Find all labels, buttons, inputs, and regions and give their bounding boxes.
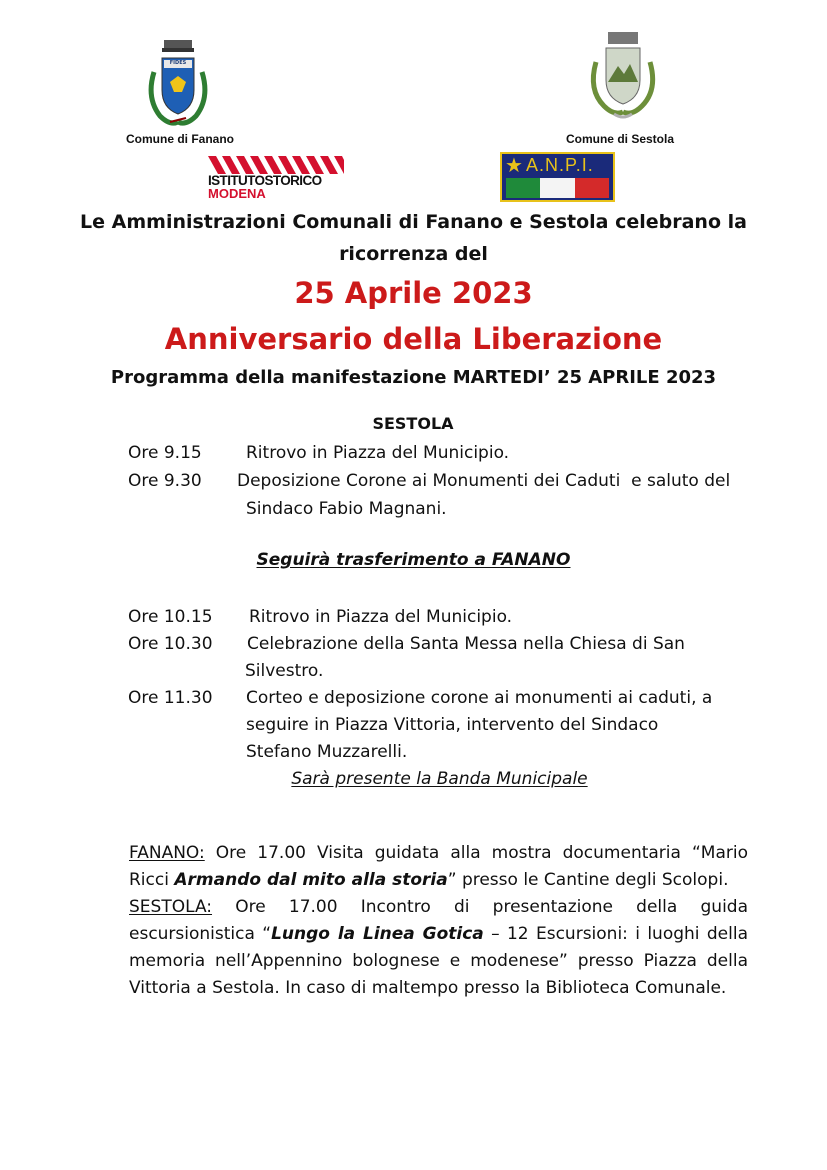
programme-heading: Programma della manifestazione MARTEDI’ 25 APRILE 2023 (110, 367, 717, 388)
schedule-desc: Stefano Muzzarelli. (246, 742, 408, 762)
schedule-time: Ore 9.15 (128, 443, 202, 463)
schedule-desc: Ritrovo in Piazza del Municipio. (246, 443, 510, 463)
fanano-event (129, 840, 748, 894)
schedule-desc: Sindaco Fabio Magnani. (246, 499, 447, 519)
istituto-line2: MODENA (208, 186, 266, 201)
star-icon: ★ (505, 153, 523, 177)
fanano-event-title: Armando dal mito alla storia (174, 870, 448, 890)
schedule-time: Ore 10.30 (128, 634, 213, 654)
istituto-line1: ISTITUTOSTORICO (208, 173, 322, 188)
title-date: 25 Aprile 2023 (294, 276, 533, 310)
sestola-crest-logo (584, 30, 662, 120)
schedule-desc: Deposizione Corone ai Monumenti dei Caduti e saluto del (237, 471, 731, 491)
schedule-desc: Silvestro. (245, 661, 324, 681)
sestola-caption: Comune di Sestola (565, 132, 675, 146)
sestola-heading: SESTOLA (372, 414, 454, 433)
fanano-crest-logo (140, 38, 216, 130)
band-note (26, 766, 827, 793)
fanano-crest-text: FIDES (169, 60, 187, 66)
schedule-desc: Celebrazione della Santa Messa nella Chiesa di San (247, 634, 685, 654)
anpi-text: A.N.P.I. (526, 155, 594, 175)
schedule-desc: Ritrovo in Piazza del Municipio. (249, 607, 513, 627)
intro-line-1: Le Amministrazioni Comunali di Fanano e Sestola celebrano la (80, 211, 747, 233)
transfer-note (0, 550, 827, 570)
sestola-event-title: Lungo la Linea Gotica (271, 924, 484, 944)
schedule-desc: seguire in Piazza Vittoria, intervento del Sindaco (246, 715, 659, 735)
anpi-flag (506, 178, 609, 198)
title-event: Anniversario della Liberazione (164, 322, 663, 356)
afternoon-events (129, 840, 748, 1002)
sestola-event-text: Ore 17.00 Incontro di presentazione della guida escursionistica “ (129, 897, 748, 944)
fanano-event-label: FANANO: (129, 843, 205, 863)
schedule-desc: Corteo e deposizione corone ai monumenti ai caduti, a (246, 688, 713, 708)
fanano-caption: Comune di Fanano (126, 132, 234, 146)
band-text: Sarà presente la Banda Municipale (291, 769, 588, 789)
schedule-time: Ore 9.30 (128, 471, 202, 491)
anpi-logo (500, 152, 615, 202)
transfer-text: Seguirà trasferimento a FANANO (256, 550, 571, 570)
sestola-event-label: SESTOLA: (129, 897, 213, 917)
istituto-storico-logo (208, 156, 344, 202)
sestola-event (129, 894, 748, 1002)
schedule-time: Ore 10.15 (128, 607, 213, 627)
intro-line-2: ricorrenza del (339, 243, 488, 265)
sestola-event-text-end: – 12 Escursioni: i luoghi della memoria nell’Appennino bolognese e modenese” presso Piazza della Vittoria a Sestola. In caso di maltempo presso la Biblioteca Comunale. (129, 924, 748, 998)
fanano-event-text: Ore 17.00 Visita guidata alla mostra documentaria “Mario Ricci (129, 843, 748, 890)
fanano-event-text-end: ” presso le Cantine degli Scolopi. (447, 870, 729, 890)
schedule-time: Ore 11.30 (128, 688, 213, 708)
